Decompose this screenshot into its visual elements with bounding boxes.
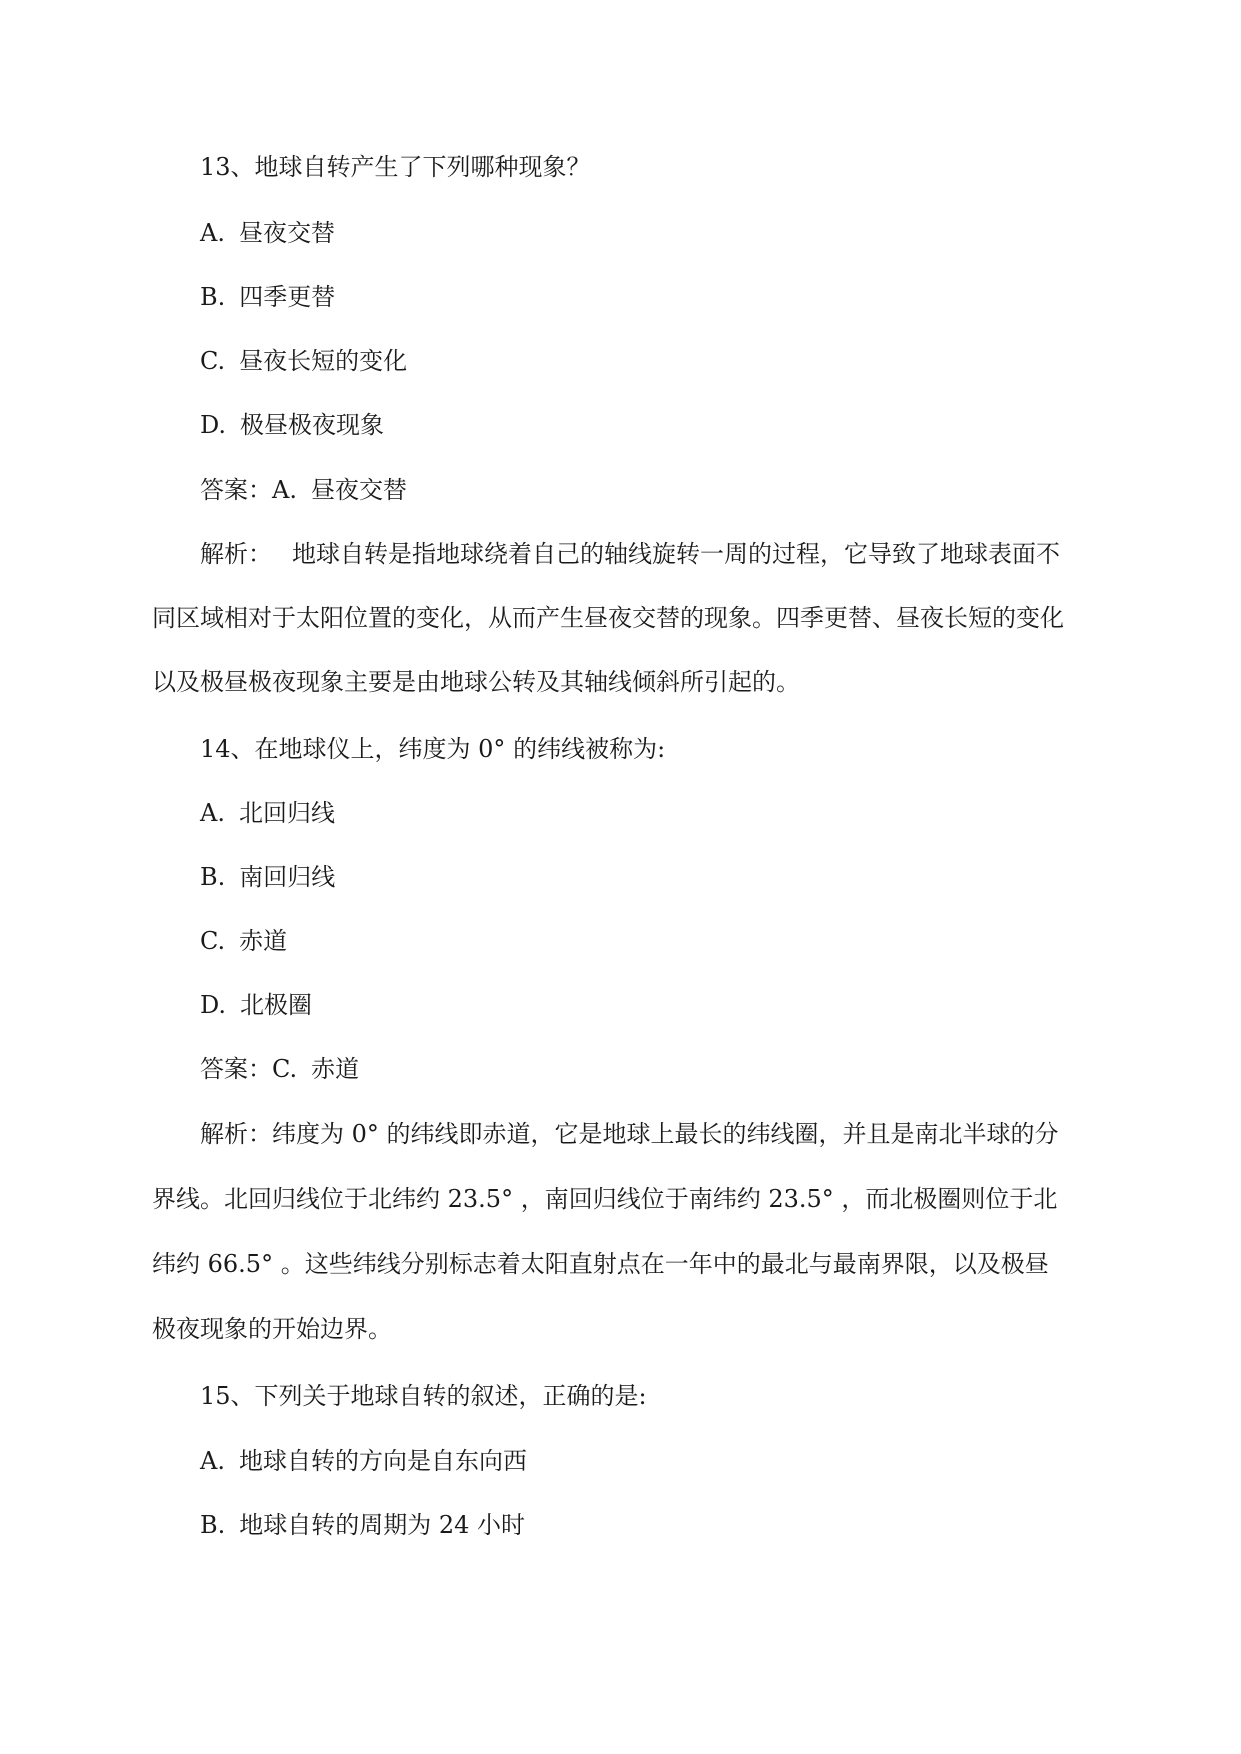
q13-answer	[200, 474, 407, 506]
question-13-title: 13、地球自转产生了下列哪种现象？	[200, 153, 591, 181]
option-text: 赤道	[239, 927, 288, 955]
q13-analysis-line-3: 以及极昼极夜现象主要是由地球公转及其轴线倾斜所引起的。	[152, 668, 800, 696]
q14-option-d	[200, 989, 312, 1021]
option-text: 四季更替	[239, 283, 336, 311]
q14-analysis-line-4: 极夜现象的开始边界。	[152, 1315, 392, 1343]
option-letter: B.	[200, 1511, 226, 1539]
question-14-title: 14、在地球仪上，纬度为 0° 的纬线被称为:	[200, 735, 666, 763]
answer-label: 答案：C.	[200, 1055, 298, 1083]
answer-text: 赤道	[311, 1055, 360, 1083]
q14-option-b	[200, 861, 335, 893]
option-letter: B.	[200, 283, 226, 311]
q14-option-c	[200, 925, 287, 957]
option-text: 昼夜交替	[238, 219, 335, 247]
option-letter: A.	[200, 1447, 225, 1475]
q15-option-a	[200, 1445, 527, 1477]
q13-option-a	[200, 217, 335, 249]
q13-analysis-line-1	[200, 538, 1060, 570]
q14-analysis-line-2: 界线。北回归线位于北纬约 23.5° ，南回归线位于南纬约 23.5° ，而北极圈则位于北	[152, 1185, 1058, 1213]
option-text: 北极圈	[240, 991, 313, 1019]
q14-analysis-line-1: 解析：纬度为 0° 的纬线即赤道，它是地球上最长的纬线圈，并且是南北半球的分	[200, 1120, 1059, 1148]
option-letter: A.	[200, 219, 225, 247]
option-letter: C.	[200, 927, 226, 955]
option-text: 北回归线	[238, 799, 335, 827]
q14-answer	[200, 1053, 359, 1085]
option-text: 极昼极夜现象	[240, 411, 385, 439]
q13-option-d	[200, 409, 384, 441]
option-letter: D.	[200, 991, 227, 1019]
q13-analysis-line-2: 同区域相对于太阳位置的变化，从而产生昼夜交替的现象。四季更替、昼夜长短的变化	[152, 604, 1064, 632]
q15-option-b	[200, 1509, 525, 1541]
answer-text: 昼夜交替	[310, 476, 407, 504]
option-letter: A.	[200, 799, 225, 827]
analysis-label: 解析：	[200, 540, 272, 568]
q14-option-a	[200, 797, 335, 829]
q13-option-b	[200, 281, 335, 313]
option-text: 地球自转的周期为 24 小时	[239, 1511, 526, 1539]
q13-option-c	[200, 345, 407, 377]
option-letter: C.	[200, 347, 226, 375]
question-15-title: 15、下列关于地球自转的叙述，正确的是:	[200, 1382, 647, 1410]
answer-label: 答案：A.	[200, 476, 297, 504]
option-text: 地球自转的方向是自东向西	[238, 1447, 527, 1475]
q14-analysis-line-3: 纬约 66.5° 。这些纬线分别标志着太阳直射点在一年中的最北与最南界限，以及极昼	[152, 1250, 1049, 1278]
option-letter: D.	[200, 411, 227, 439]
option-letter: B.	[200, 863, 226, 891]
analysis-text: 地球自转是指地球绕着自己的轴线旋转一周的过程，它导致了地球表面不	[292, 540, 1060, 568]
option-text: 南回归线	[239, 863, 336, 891]
option-text: 昼夜长短的变化	[239, 347, 408, 375]
